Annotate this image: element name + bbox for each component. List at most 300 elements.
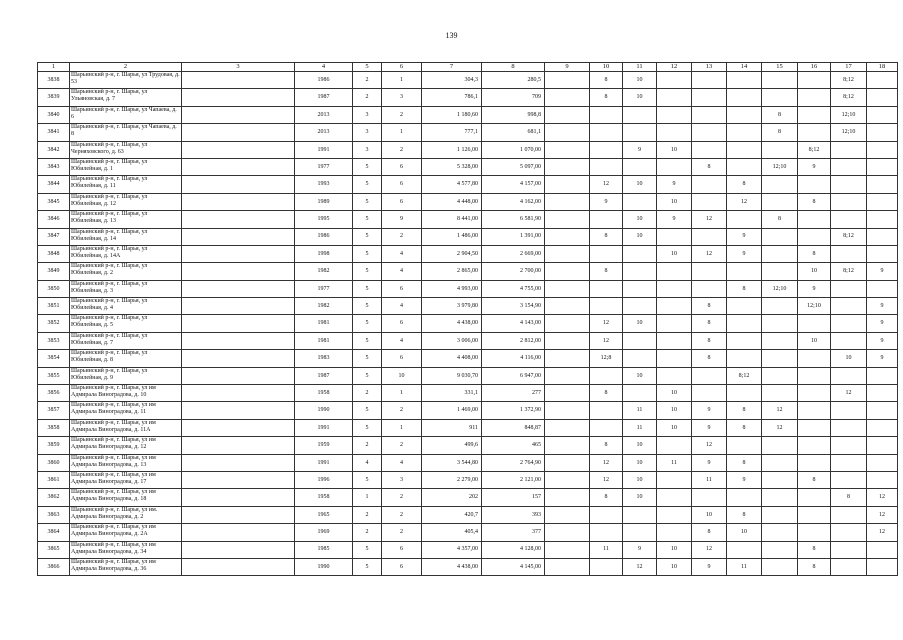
table-cell: 10 [798,332,831,349]
table-cell [692,280,727,297]
table-cell: 1 180,60 [422,106,482,123]
table-cell: 1983 [295,350,353,367]
table-cell: 12 [727,193,762,210]
table-cell [657,524,692,541]
table-cell [545,263,590,280]
table-row [38,298,898,315]
table-cell: 9 [867,298,898,315]
table-cell [762,524,798,541]
column-header: 16 [798,63,831,72]
table-cell: 5 [353,263,382,280]
table-cell: 12 [590,332,623,349]
table-cell: 4 448,00 [422,193,482,210]
address-cell: Шарьинский р-н, г. Шарья, ул Юбилейная, д. 14 [70,228,182,245]
table-cell: 2 764,90 [482,454,545,471]
row-number-cell: 3856 [38,385,70,402]
table-cell: 10 [798,263,831,280]
table-cell: 3 [353,141,382,158]
row-number-cell: 3865 [38,541,70,558]
table-cell: 1982 [295,263,353,280]
table-cell: 1959 [295,437,353,454]
table-cell [545,454,590,471]
table-cell: 12;8 [590,350,623,367]
table-cell: 11 [590,541,623,558]
table-cell: 9 [867,315,898,332]
table-cell: 786,1 [422,89,482,106]
table-cell [867,402,898,419]
table-cell [545,402,590,419]
row-number-cell: 3849 [38,263,70,280]
column-header: 3 [182,63,295,72]
table-cell [762,558,798,575]
table-cell: 6 581,90 [482,211,545,228]
table-cell [798,437,831,454]
table-cell: 2 [382,524,422,541]
table-cell [831,315,867,332]
row-number-cell: 3841 [38,124,70,141]
table-cell [182,106,295,123]
table-cell [182,541,295,558]
table-cell [798,72,831,89]
table-cell: 9 [727,228,762,245]
table-cell: 8 [798,471,831,488]
table-cell: 2 [353,89,382,106]
table-cell: 1993 [295,176,353,193]
table-cell [545,524,590,541]
row-number-cell: 3843 [38,158,70,175]
table-cell: 6 [382,315,422,332]
table-cell: 1987 [295,89,353,106]
table-cell: 8;12 [798,141,831,158]
table-cell [545,72,590,89]
table-cell [657,124,692,141]
table-cell [867,176,898,193]
table-row [38,141,898,158]
table-cell: 10 [623,315,657,332]
address-cell: Шарьинский р-н, г. Шарья, ул Юбилейная, д. 14А [70,245,182,262]
table-cell [182,454,295,471]
row-number-cell: 3840 [38,106,70,123]
table-row [38,541,898,558]
table-cell [798,454,831,471]
table-body [38,72,898,576]
table-cell [657,350,692,367]
table-cell [590,524,623,541]
table-cell: 5 [353,541,382,558]
row-number-cell: 3851 [38,298,70,315]
table-cell [867,437,898,454]
table-cell [545,350,590,367]
row-number-cell: 3866 [38,558,70,575]
table-cell [182,263,295,280]
table-cell [590,367,623,384]
column-header: 9 [545,63,590,72]
table-cell [590,141,623,158]
table-cell: 1987 [295,367,353,384]
table-row [38,193,898,210]
table-cell: 5 [353,193,382,210]
table-cell [657,315,692,332]
table-cell: 2 279,00 [422,471,482,488]
table-cell: 1977 [295,280,353,297]
table-cell [867,141,898,158]
table-cell [798,228,831,245]
table-cell: 9 [692,558,727,575]
table-cell [182,506,295,523]
table-cell: 8 [727,176,762,193]
table-cell: 9 [382,211,422,228]
address-cell: Шарьинский р-н, г. Шарья, ул Юбилейная, д. 9 [70,367,182,384]
table-cell [798,89,831,106]
row-number-cell: 3852 [38,315,70,332]
table-cell: 10 [623,471,657,488]
table-cell: 12 [692,245,727,262]
table-cell [182,298,295,315]
table-cell: 2 [382,228,422,245]
table-cell [831,524,867,541]
table-cell: 8 [798,541,831,558]
table-cell [545,315,590,332]
table-cell: 1981 [295,315,353,332]
table-cell: 6 [382,193,422,210]
address-cell: Шарьинский р-н, г. Шарья, ул Юбилейная, д. 11 [70,176,182,193]
table-cell [623,263,657,280]
table-cell [590,280,623,297]
table-cell: 10 [657,245,692,262]
table-cell: 1995 [295,211,353,228]
table-cell: 12;10 [831,124,867,141]
table-cell [623,124,657,141]
table-cell [657,506,692,523]
table-cell [657,471,692,488]
table-cell: 10 [623,489,657,506]
table-cell: 10 [692,506,727,523]
table-cell: 12 [692,541,727,558]
table-cell [623,332,657,349]
table-cell [590,558,623,575]
table-cell [545,506,590,523]
table-cell [727,89,762,106]
table-cell: 10 [623,454,657,471]
table-cell: 9 [798,158,831,175]
table-cell [692,89,727,106]
row-number-cell: 3846 [38,211,70,228]
table-cell [545,193,590,210]
table-cell [692,72,727,89]
table-cell: 3 006,00 [422,332,482,349]
table-cell: 8;12 [831,89,867,106]
table-cell [867,367,898,384]
table-cell [798,211,831,228]
table-cell: 5 [353,245,382,262]
table-cell [182,245,295,262]
table-cell: 12 [762,419,798,436]
table-cell [623,158,657,175]
table-cell: 1981 [295,332,353,349]
table-row [38,72,898,89]
table-cell: 6 [382,350,422,367]
table-row [38,454,898,471]
row-number-cell: 3855 [38,367,70,384]
table-cell [798,106,831,123]
table-row [38,106,898,123]
table-cell [657,367,692,384]
table-cell [831,298,867,315]
table-cell [182,228,295,245]
table-cell [590,245,623,262]
table-cell: 8;12 [727,367,762,384]
table-cell [831,367,867,384]
table-cell [692,367,727,384]
table-cell: 9 [692,419,727,436]
table-cell [831,541,867,558]
table-cell [762,506,798,523]
table-row [38,506,898,523]
table-cell: 8 [590,385,623,402]
address-cell: Шарьинский р-н, г. Шарья, ул Юбилейная, д. 2 [70,263,182,280]
address-cell: Шарьинский р-н, г. Шарья, ул Черняховского, д. 63 [70,141,182,158]
address-cell: Шарьинский р-н, г. Шарья, ул им Адмирала Виноградова, д. 13 [70,454,182,471]
table-cell: 10 [657,193,692,210]
table-cell [545,332,590,349]
table-row [38,280,898,297]
address-cell: Шарьинский р-н, г. Шарья, ул им Адмирала Виноградова, д. 11А [70,419,182,436]
table-cell [727,72,762,89]
column-header: 11 [623,63,657,72]
row-number-cell: 3853 [38,332,70,349]
table-cell [623,280,657,297]
table-cell: 12 [692,437,727,454]
table-cell [590,211,623,228]
table-cell: 4 [382,263,422,280]
table-cell: 681,1 [482,124,545,141]
row-number-cell: 3860 [38,454,70,471]
table-cell [762,263,798,280]
table-cell [182,124,295,141]
column-header: 1 [38,63,70,72]
table-cell: 393 [482,506,545,523]
table-cell [182,176,295,193]
table-cell [182,211,295,228]
table-cell: 9 [867,350,898,367]
table-cell: 1969 [295,524,353,541]
table-cell: 4 162,00 [482,193,545,210]
table-cell [657,489,692,506]
table-cell: 6 [382,558,422,575]
table-cell: 8 [831,489,867,506]
table-cell: 1 [382,124,422,141]
table-cell: 1 070,00 [482,141,545,158]
table-cell: 4 [382,332,422,349]
table-cell: 11 [727,558,762,575]
table-cell: 8 [727,402,762,419]
table-cell: 777,1 [422,124,482,141]
table-cell [182,489,295,506]
table-cell [762,245,798,262]
table-cell [623,350,657,367]
table-cell: 3 544,80 [422,454,482,471]
table-cell: 5 [353,402,382,419]
table-row [38,524,898,541]
table-cell [545,89,590,106]
table-cell: 280,5 [482,72,545,89]
table-cell [657,280,692,297]
address-cell: Шарьинский р-н, г. Шарья, ул Юбилейная, д. 12 [70,193,182,210]
table-cell [762,541,798,558]
column-header: 14 [727,63,762,72]
table-cell [182,367,295,384]
table-row [38,89,898,106]
table-cell: 2 [382,437,422,454]
table-row [38,402,898,419]
table-cell [831,193,867,210]
table-cell: 5 [353,419,382,436]
table-row [38,437,898,454]
table-cell [545,298,590,315]
table-cell: 848,87 [482,419,545,436]
row-number-cell: 3862 [38,489,70,506]
table-cell [657,72,692,89]
table-row [38,176,898,193]
table-cell: 6 947,00 [482,367,545,384]
table-cell [762,89,798,106]
table-cell [762,437,798,454]
table-cell: 8 [590,228,623,245]
table-cell: 8 441,00 [422,211,482,228]
table-cell: 10 [727,524,762,541]
table-cell [831,332,867,349]
table-cell: 2 [353,385,382,402]
table-cell [798,350,831,367]
table-cell [657,106,692,123]
row-number-cell: 3848 [38,245,70,262]
table-cell: 8 [692,350,727,367]
table-cell: 5 [353,315,382,332]
table-cell [831,176,867,193]
table-cell [867,89,898,106]
table-cell: 8 [590,263,623,280]
table-cell [867,245,898,262]
table-cell: 499,6 [422,437,482,454]
table-cell: 12 [590,454,623,471]
address-cell: Шарьинский р-н, г. Шарья, ул им Адмирала Виноградова, д. 17 [70,471,182,488]
table-row [38,489,898,506]
table-cell [762,298,798,315]
table-cell [623,385,657,402]
table-cell: 3 [353,106,382,123]
table-cell: 4 [353,454,382,471]
table-cell [762,176,798,193]
table-cell [182,471,295,488]
table-cell: 8 [727,280,762,297]
table-cell [545,280,590,297]
table-cell: 4 438,00 [422,315,482,332]
table-cell [182,280,295,297]
table-cell: 1989 [295,193,353,210]
table-cell [831,158,867,175]
table-cell: 5 097,00 [482,158,545,175]
table-cell: 4 [382,454,422,471]
table-cell: 10 [623,228,657,245]
table-cell: 304,3 [422,72,482,89]
table-cell: 4 116,00 [482,350,545,367]
table-cell: 8 [692,158,727,175]
table-cell [590,298,623,315]
table-cell: 8 [692,298,727,315]
table-cell [762,193,798,210]
table-cell [727,437,762,454]
table-cell [798,176,831,193]
address-cell: Шарьинский р-н, г. Шарья, ул им Адмирала Виноградова, д. 36 [70,558,182,575]
table-cell [545,211,590,228]
table-cell: 6 [382,158,422,175]
table-row [38,211,898,228]
table-cell [545,419,590,436]
table-cell: 2 904,50 [422,245,482,262]
table-cell: 2 669,00 [482,245,545,262]
table-cell [867,124,898,141]
table-cell: 1 [382,72,422,89]
table-cell: 9 [867,263,898,280]
table-cell [831,471,867,488]
table-cell [545,489,590,506]
table-row [38,158,898,175]
table-cell [727,106,762,123]
table-cell: 2 [382,106,422,123]
table-cell [727,298,762,315]
table-cell [867,211,898,228]
row-number-cell: 3864 [38,524,70,541]
table-cell: 911 [422,419,482,436]
table-cell [545,437,590,454]
table-cell: 10 [382,367,422,384]
table-cell [867,158,898,175]
table-cell [545,158,590,175]
address-cell: Шарьинский р-н, г. Шарья, ул им Адмирала Виноградова, д. 12 [70,437,182,454]
table-cell [623,506,657,523]
address-cell: Шарьинский р-н, г. Шарья, ул Юбилейная, д. 4 [70,298,182,315]
table-cell [657,263,692,280]
table-cell: 1958 [295,385,353,402]
table-cell: 1986 [295,228,353,245]
table-cell [182,332,295,349]
table-cell [727,541,762,558]
column-header: 4 [295,63,353,72]
table-row [38,419,898,436]
table-cell: 5 [353,367,382,384]
table-cell [727,332,762,349]
table-cell: 10 [657,385,692,402]
table-cell: 9 [657,176,692,193]
table-cell [182,558,295,575]
table-cell [867,385,898,402]
row-number-cell: 3844 [38,176,70,193]
table-cell: 12;10 [831,106,867,123]
table-cell [545,141,590,158]
table-cell: 1 [382,385,422,402]
table-cell: 8 [590,89,623,106]
table-cell [727,211,762,228]
table-cell: 5 [353,471,382,488]
table-cell: 709 [482,89,545,106]
table-cell [182,72,295,89]
table-cell: 1 [353,489,382,506]
table-cell [545,471,590,488]
table-cell [692,124,727,141]
table-cell [762,367,798,384]
table-cell [727,158,762,175]
table-cell: 1 [382,419,422,436]
